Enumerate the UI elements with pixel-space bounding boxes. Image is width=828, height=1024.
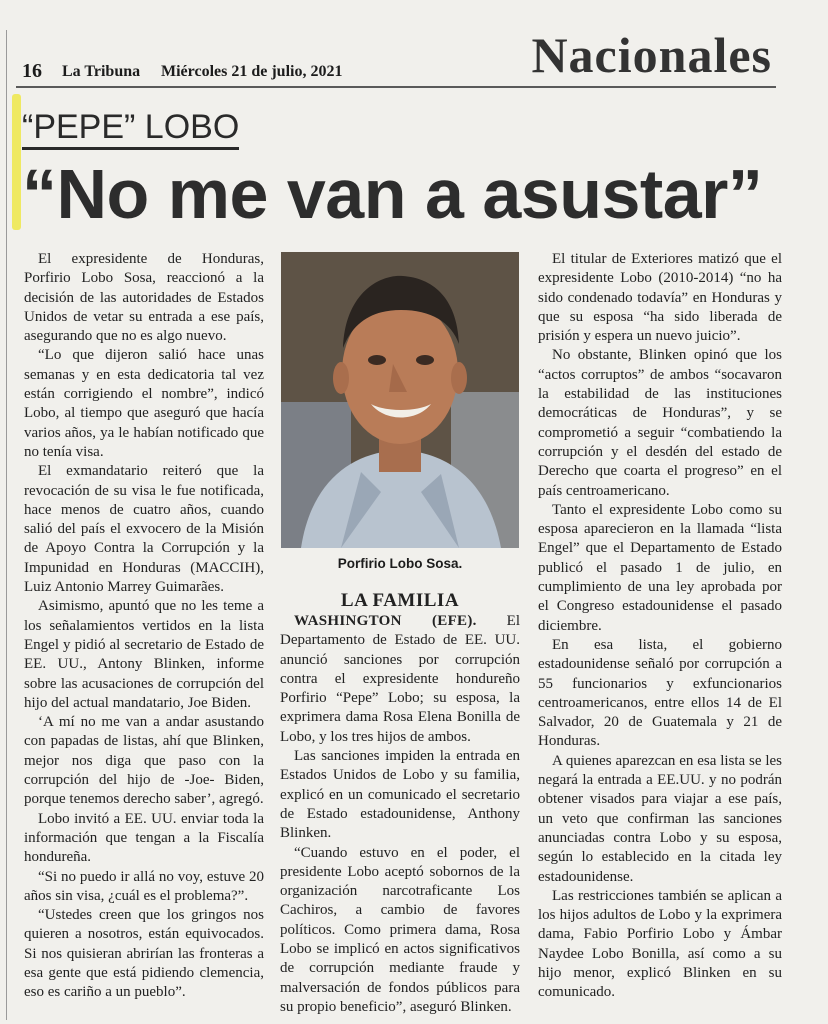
masthead: La Tribuna (62, 63, 141, 80)
paragraph: “Ustedes creen que los gringos nos quieren a nosotros, están equivocados. Si nos quisieran abrirían las fronteras a esa gente que está pidiendo clemencia, eso es cariño a un pueblo”. (24, 907, 264, 1001)
left-rule (6, 30, 7, 1020)
paragraph: “Cuando estuvo en el poder, el presidente Lobo aceptó sobornos de la organización narcotraficante Los Cachiros, a cambio de favores políticos. Como primera dama, Rosa Lobo se implicó en actos significativos de corrupción mediante fraude y malversación de fondos públicos para su propio beneficio”, aseguró Blinken. (280, 844, 520, 1015)
paragraph: Las restricciones también se aplican a los hijos adultos de Lobo y la exprimera dama, Fabio Porfirio Lobo y Ámbar Naydee Lobo Bonilla, así como a su hijo menor, explicó Blinken en su comunicado. (538, 887, 782, 1001)
paragraph: Lobo invitó a EE. UU. enviar toda la información que tengan a la Fiscalía hondureña. (24, 810, 264, 866)
lead-text: El Departamento de Estado de EE. UU. anunció sanciones por corrupción contra el expresidente hondureño Porfirio “Pepe” Lobo; su esposa, la exprimera dama Rosa Elena Bonilla de Lobo, y los tres hijos de ambos. (280, 613, 521, 745)
paragraph: Asimismo, apuntó que no les teme a los señalamientos vertidos en la lista Engel y pidió al secretario de Estado de EE. UU., Antony Blinken, informe sobre las acusaciones de corrupción del hijo del actual mandatario, Joe Biden. (24, 598, 264, 711)
dateline: WASHINGTON (EFE). (294, 613, 477, 629)
paragraph: ‘A mí no me van a andar asustando con papadas de listas, ahí que Blinken, mejor nos diga que paso con la corrupción del hijo de -Joe- Biden, porque tenemos derecho saber’, agregó. (24, 714, 264, 808)
page-number: 16 (22, 60, 42, 82)
highlighter-mark (12, 94, 21, 230)
page-header (22, 27, 782, 86)
column-3 (538, 250, 782, 1003)
photo-caption: Porfirio Lobo Sosa. (337, 556, 463, 571)
column-2 (280, 590, 520, 1017)
column-1 (24, 250, 264, 1003)
section-title: Nacionales (531, 27, 772, 83)
issue-date: Miércoles 21 de julio, 2021 (161, 63, 343, 80)
kicker: “PEPE” LOBO (22, 108, 239, 150)
paragraph: Las sanciones impiden la entrada en Estados Unidos de Lobo y su familia, explicó en un comunicado el secretario de Estado estadounidense, Anthony Blinken. (280, 748, 520, 842)
subhead: LA FAMILIA (340, 590, 460, 611)
headline: “No me van a asustar” (22, 155, 763, 233)
portrait-illustration (281, 252, 519, 548)
paragraph: “Lo que dijeron salió hace unas semanas y en esta dedicatoria tal vez están corrigiendo el nombre”, indicó Lobo, al tiempo que aseguró que hacía varios años, ya le habían notificado que no tenía visa. (24, 347, 264, 460)
paragraph: El expresidente de Honduras, Porfirio Lobo Sosa, reaccionó a la decisión de las autoridades de Estados Unidos de vetar su entrada a ese país, asegurando que no es algo nuevo. (24, 251, 264, 345)
paragraph: El titular de Exteriores matizó que el expresidente Lobo (2010-2014) “no ha sido condenado todavía” en Honduras y que su esposa “ha sido liberada de prisión y espera un nuevo juicio”. (538, 251, 782, 345)
paragraph: “Si no puedo ir allá no voy, estuve 20 años sin visa, ¿cuál es el problema?”. (24, 868, 264, 904)
portrait-photo (281, 252, 519, 548)
paragraph: En esa lista, el gobierno estadounidense señaló por corrupción a 55 funcionarios y exfuncionarios centroamericanos, entre ellos 14 de El Salvador, 20 de Guatemala y 21 de Honduras. (538, 636, 782, 750)
header-rule (16, 86, 776, 88)
paragraph: A quienes aparezcan en esa lista se les negará la entrada a EE.UU. y no podrán obtener visados para viajar a ese país, un veto que confirman las sanciones anunciadas contra Lobo y su esposa, según lo establecido en la citada ley estadounidense. (538, 752, 782, 885)
paragraph: Tanto el expresidente Lobo como su esposa aparecieron en la llamada “lista Engel” que el Departamento de Estado publicó el pasado 1 de julio, en cumplimiento de una ley aprobada por el Congreso estadounidense el pasado diciembre. (538, 501, 782, 634)
paragraph: No obstante, Blinken opinó que los “actos corruptos” de ambos “socavaron la estabilidad de las instituciones democráticas de Honduras”, y se comprometió a seguir “combatiendo la corrupción y el desdén del estado de Derecho que coarta el progreso” en el país centroamericano. (538, 347, 782, 499)
paragraph: El exmandatario reiteró que la revocación de su visa le fue notificada, hace menos de cuatro años, cuando salió del país el exvocero de la Misión de Apoyo Contra la Corrupción y la Impunidad en Honduras (MACCIH), Luiz Antonio Marrey Guimarães. (24, 463, 264, 596)
paragraph-lead (280, 612, 520, 747)
